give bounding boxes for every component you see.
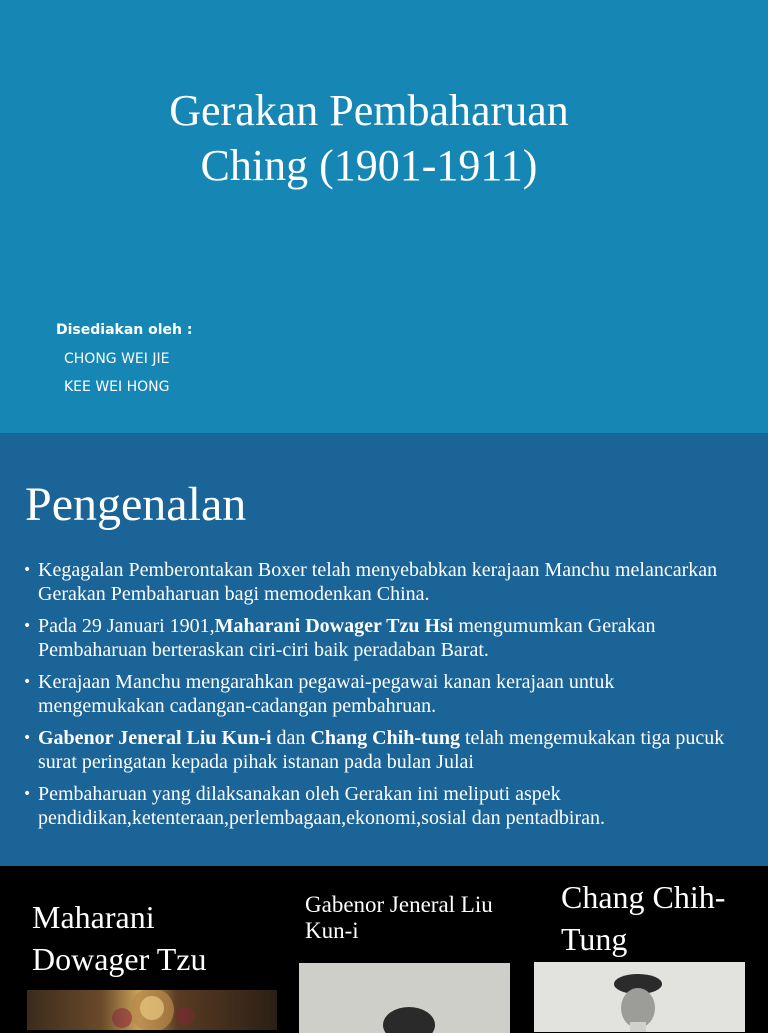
- slide-heading: Pengenalan: [25, 478, 247, 531]
- list-item: [23, 558, 743, 606]
- bullet-text-part: mengumumkan Gerakan Pembaharuan berteraskan ciri-ciri baik peradaban Barat.: [38, 615, 656, 661]
- portrait-liu-kun-i-image: [299, 963, 510, 1033]
- bullet-icon: •: [23, 562, 32, 578]
- caption-liu-kun-i: Gabenor Jeneral Liu Kun-i: [305, 892, 493, 943]
- figures-slide: [0, 866, 768, 1024]
- bullet-text: Kegagalan Pemberontakan Boxer telah menyebabkan kerajaan Manchu melancarkan Gerakan Pembaharuan bagi memodenkan China.: [38, 559, 718, 605]
- intro-slide: [0, 433, 768, 866]
- title-line-2: Ching (1901-1911): [200, 141, 538, 190]
- presentation-title: [0, 83, 738, 193]
- bullet-text-part: Pada 29 Januari 1901,: [38, 615, 215, 637]
- caption-empress: Maharani Dowager Tzu: [32, 899, 207, 977]
- author-name: KEE WEI HONG: [64, 379, 170, 395]
- author-name: CHONG WEI JIE: [64, 351, 170, 367]
- list-item: [23, 670, 743, 718]
- bullet-icon: •: [23, 674, 32, 690]
- list-item: [23, 782, 743, 830]
- bullet-list: [23, 558, 743, 838]
- bullet-icon: •: [23, 786, 32, 802]
- list-item: [23, 726, 743, 774]
- portrait-empress-image: [27, 990, 277, 1030]
- list-item: [23, 614, 743, 662]
- bullet-bold-text: Gabenor Jeneral Liu Kun-i: [38, 727, 272, 749]
- bullet-icon: •: [23, 730, 32, 746]
- bullet-text-part: telah mengemukakan tiga pucuk surat peringatan kepada pihak istanan pada bulan Julai: [38, 727, 725, 773]
- bullet-text-part: dan: [271, 727, 311, 749]
- prepared-by-label: Disediakan oleh :: [56, 322, 193, 338]
- bullet-bold-text: Chang Chih-tung: [310, 727, 460, 749]
- title-line-1: Gerakan Pembaharuan: [169, 86, 569, 135]
- title-slide: [0, 0, 768, 433]
- bullet-text: Pembaharuan yang dilaksanakan oleh Gerakan ini meliputi aspek pendidikan,ketenteraan,perlembagaan,ekonomi,sosial dan pentadbiran.: [38, 783, 606, 829]
- caption-chang-chih-tung: Chang Chih-Tung: [561, 879, 726, 957]
- bullet-text: Kerajaan Manchu mengarahkan pegawai-pegawai kanan kerajaan untuk mengemukakan cadangan-cadangan pembahruan.: [38, 671, 615, 717]
- portrait-chang-chih-tung-image: [534, 962, 745, 1032]
- bullet-icon: •: [23, 618, 32, 634]
- bullet-bold-text: Maharani Dowager Tzu Hsi: [214, 615, 454, 637]
